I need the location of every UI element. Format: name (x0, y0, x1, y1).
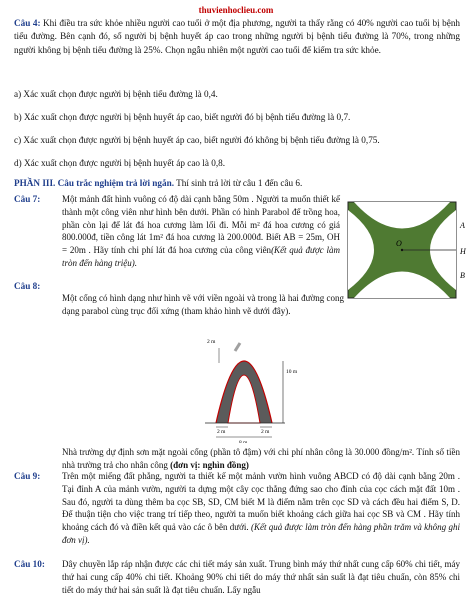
question-4-option-b: b) Xác xuất chọn được người bị bệnh huyết áp cao, biết người đó bị bệnh tiểu đường là 0,7. (14, 112, 351, 122)
label-b: B (460, 271, 465, 280)
part-3-instruction: Thí sinh trả lời từ câu 1 đến câu 6. (174, 178, 303, 188)
question-8-after (62, 446, 460, 472)
point-o (401, 249, 403, 251)
gate-figure (195, 333, 315, 443)
label-top-2m: 2 m (207, 339, 216, 345)
question-7-label: Câu 7: (14, 194, 41, 204)
question-9-text (62, 470, 460, 547)
question-4 (14, 17, 460, 57)
label-bottom-right-2m: 2 m (261, 429, 270, 435)
part-3-title: PHẦN III. Câu trắc nghiệm trả lời ngắn. (14, 178, 175, 188)
question-9-note: (Kết quả được làm tròn đến hàng phần trăm và không ghi đơn vị). (62, 522, 460, 545)
label-h: H (460, 247, 466, 256)
watermark: thuvienhoclieu.com (198, 5, 274, 15)
question-4-text: Khi điều tra sức khỏe nhiều người cao tuổi ở một địa phương, người ta thấy rằng có 40% người cao tuổi bị bệnh tiểu đường. Bên cạnh đó, số người bị bệnh huyết áp cao trong những người bị bệnh tiểu đường là 70%, trong những người không bị bệnh tiểu đường là 25%. Chọn ngẫu nhiên một người cao tuổi để kiểm tra sức khỏe. (14, 18, 461, 55)
question-8-text: Một cổng có hình dạng như hình vẽ với viền ngoài và trong là hai đường cong dạng parabol cùng trục đối xứng (tham khảo hình vẽ dưới đây). (62, 293, 344, 316)
question-7-note: (Kết quả được làm tròn đến hàng triệu). (62, 245, 340, 268)
question-10-text: Dây chuyền lắp ráp nhận được các chi tiết máy sản xuất. Trung bình máy thứ nhất cung cấp 60% chi tiết, máy thứ hai cung cấp 40% chi tiết. Khoảng 90% chi tiết do máy thứ nhất sản suất là đạt tiêu chuẩn, còn 85% chi tiết do máy thứ hai sản suất là đạt tiêu chuẩn. Lấy ngẫu (62, 559, 460, 595)
question-8-unit: (đơn vị: nghìn đồng) (167, 459, 249, 470)
question-7-body: Một mảnh đất hình vuông có độ dài cạnh bằng 50m . Người ta muốn thiết kế thành một công viên như hình bên dưới. Phần có hình Parabol để trồng hoa, phần còn lại để lát đá hoa cương làm lối đi. Mỗi m² đá hoa cương có giá 800.000đ, tiền công lát 1m² đá hoa cương là 200.000đ. Biết AB = 25m, OH = 20m . Hãy tính chi phí lát đá hoa cương của công viên (62, 194, 340, 256)
question-9-label: Câu 9: (14, 471, 41, 481)
question-8-after-text: Nhà trường dự định sơn mặt ngoài cổng (phần tô đậm) với chi phí nhân công là 30.000 đồng/m². Tính số tiền nhà trường trả cho nhân công (62, 447, 460, 470)
question-4-option-a: a) Xác xuất chọn được người bị bệnh tiểu đường là 0,4. (14, 89, 218, 99)
question-4-label: Câu 4: (14, 18, 41, 28)
label-height-10m: 10 m (286, 369, 298, 375)
part-3-heading (14, 177, 460, 190)
park-figure (344, 200, 470, 302)
question-4-option-c: c) Xác xuất chọn được người bị bệnh huyết áp cao, biết người đó không bị bệnh tiểu đường là 0,75. (14, 135, 380, 145)
question-10-label: Câu 10: (14, 559, 45, 569)
label-a: A (460, 221, 465, 230)
question-4-option-d: d) Xác xuất chọn được người bị bệnh huyết áp cao là 0,8. (14, 158, 226, 168)
question-8-label: Câu 8: (14, 281, 41, 291)
label-bottom-left-2m: 2 m (217, 429, 226, 435)
question-9-body: Trên một miếng đất phẳng, người ta thiết kế một mảnh vườn hình vuông ABCD có độ dài cạnh bằng 20m . Tại đỉnh A của mảnh vườn, người ta dựng một cây cọc thẳng đứng sao cho đỉnh của cọc cách mặt đất 10m . Sau đó, người ta dùng thêm ba cọc SB, SD, CM biết M là điểm nằm trên cọc SD và cách đều hai điểm S, D. Để thuận tiện cho việc trang trí tiếp theo, người ta muốn biết khoảng cách giữa hai cọc SB và CM . Hãy tính khoảng cách đó và điền kết quả vào các ô bên dưới. (62, 471, 460, 533)
label-o: O (396, 239, 402, 248)
question-7-text (62, 193, 340, 270)
label-width-8m: 8 m (239, 440, 248, 443)
